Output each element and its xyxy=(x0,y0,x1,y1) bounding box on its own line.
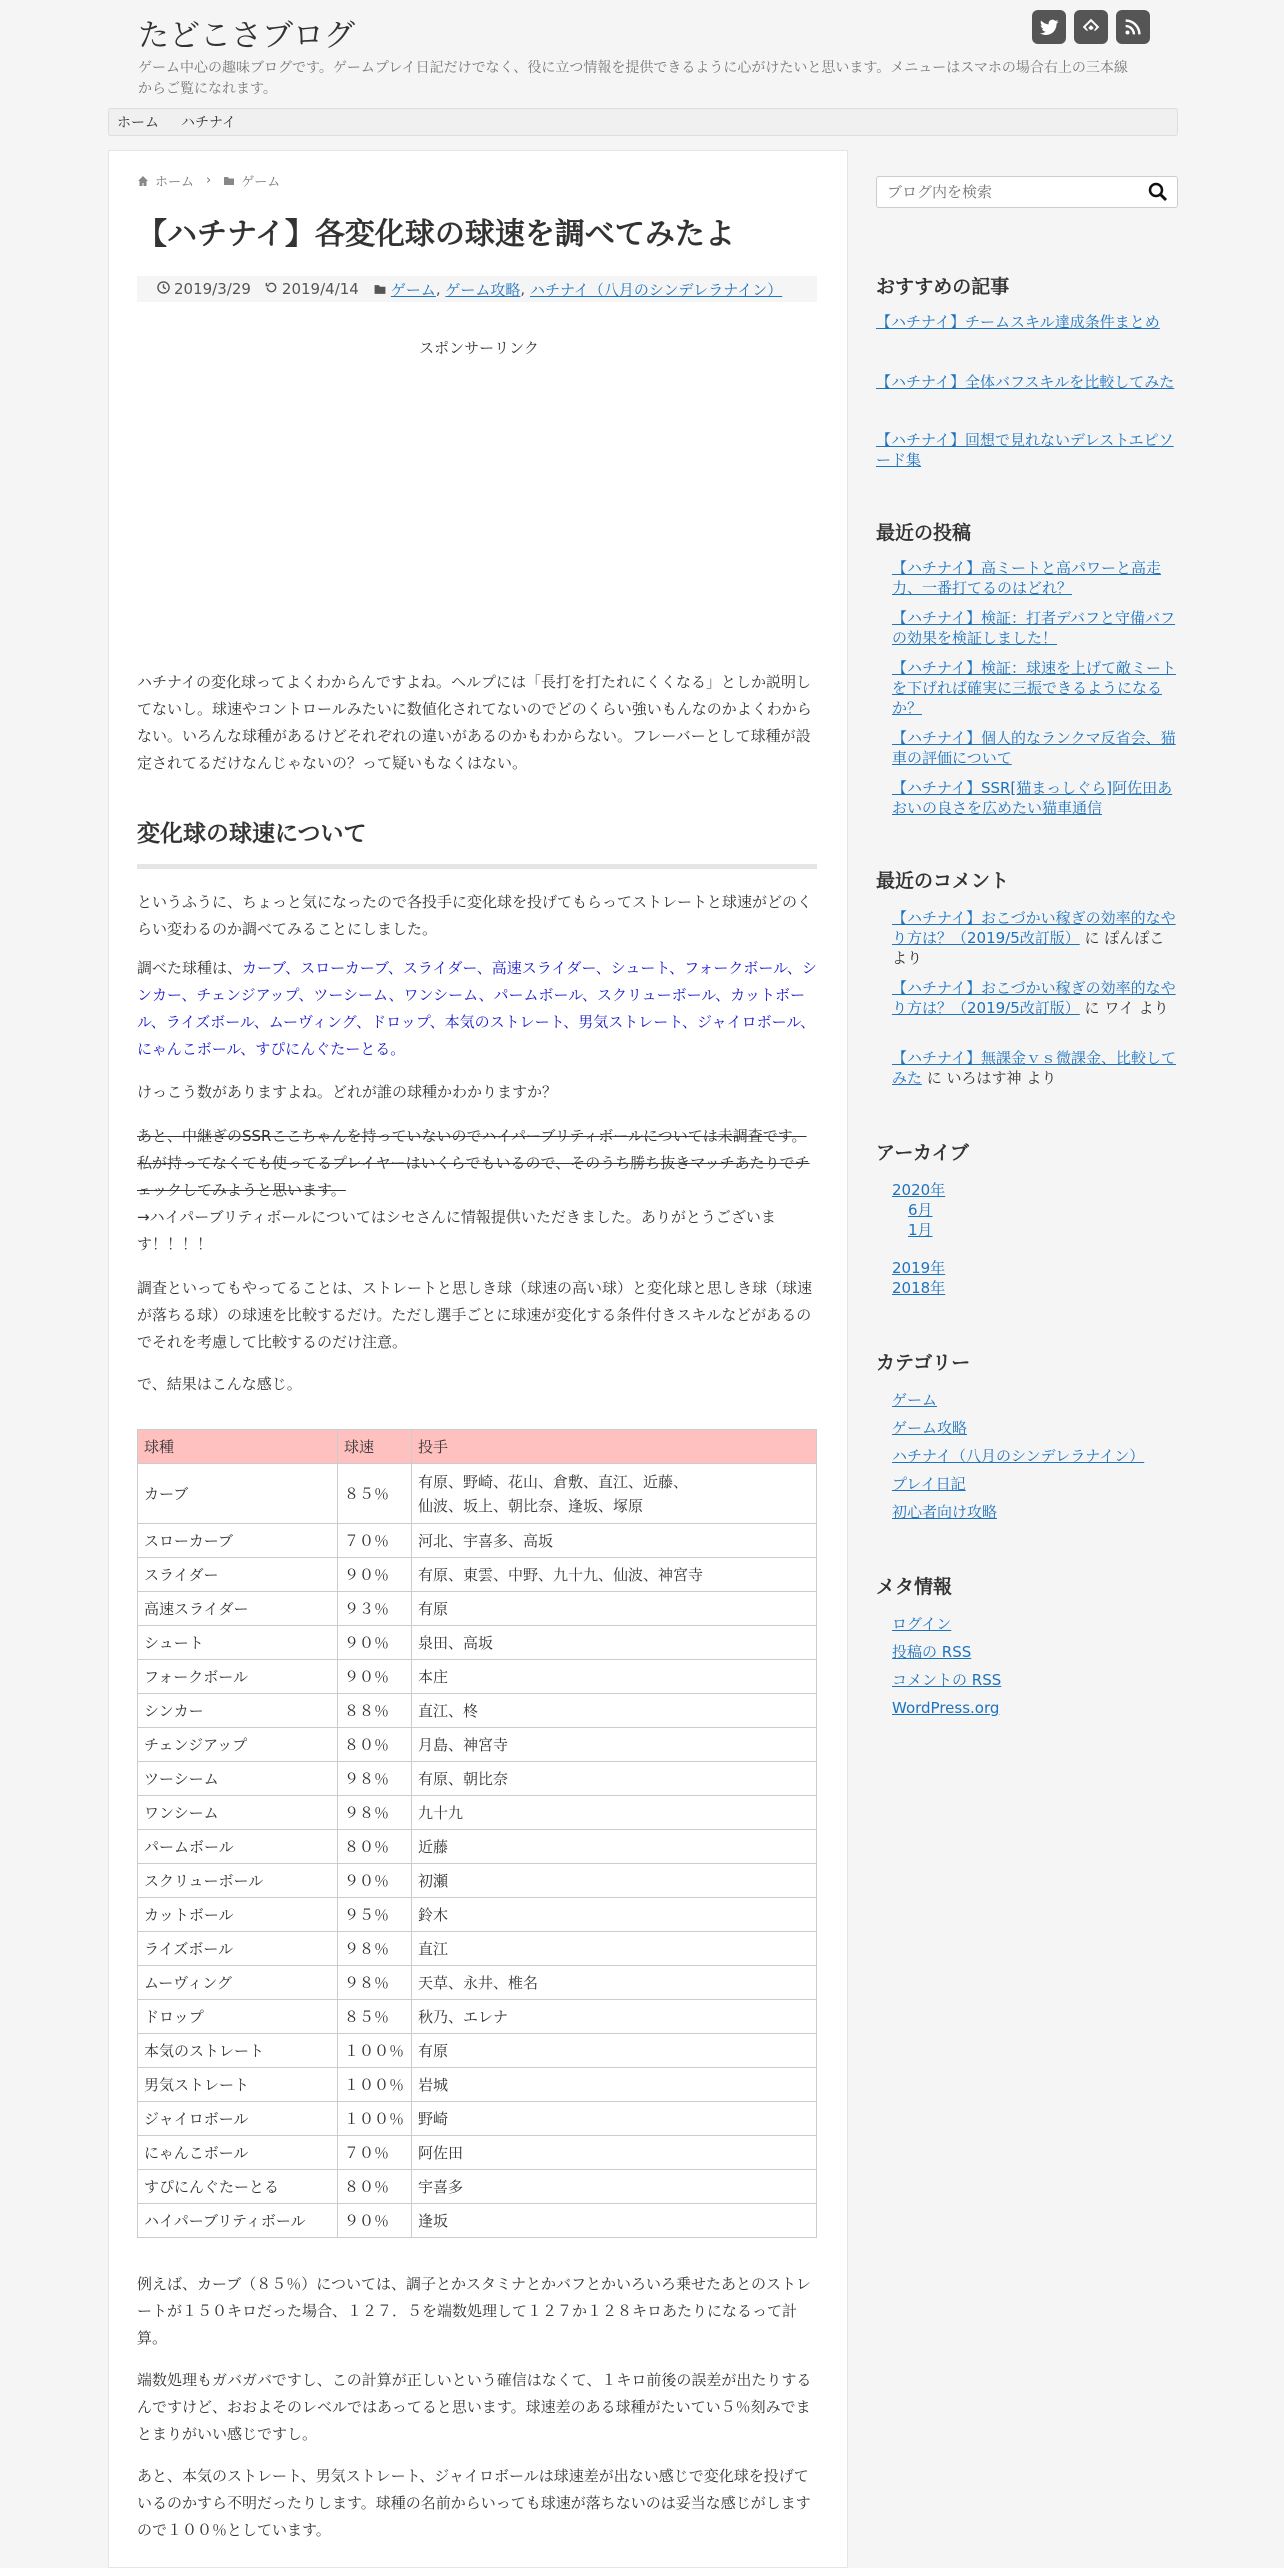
pitchers-cell: 泉田、高坂 xyxy=(412,1626,817,1660)
pitchers-cell: 鈴木 xyxy=(412,1898,817,1932)
pitchers-cell: 有原、東雲、中野、九十九、仙波、神宮寺 xyxy=(412,1558,817,1592)
speed-ratio-cell: １００％ xyxy=(338,2068,412,2102)
search-input[interactable] xyxy=(877,177,1137,207)
intro-paragraph: ハチナイの変化球ってよくわからんですよね。ヘルプには「長打を打たれにくくなる」としか説明してないし。球速やコントロールみたいに数値化されてないのでどのくらい強いもんなのかよくわからない。いろんな球種があるけどそれぞれの違いがあるのかもわからない。フレーバーとして球種が設定されてるだけなんじゃないの？って疑いもなくはない。 xyxy=(137,673,812,772)
paragraph-6: で、結果はこんな感じ。 xyxy=(137,1375,302,1393)
recent-post-link[interactable]: 【ハチナイ】SSR[猫まっしぐら]阿佐田あおいの良さを広めたい猫車通信 xyxy=(892,779,1173,817)
table-row xyxy=(138,2102,817,2136)
archive-year-link[interactable]: 2019年 xyxy=(892,1259,946,1277)
recommended-link[interactable]: 【ハチナイ】チームスキル達成条件まとめ xyxy=(876,313,1160,331)
recent-comment-link[interactable]: 【ハチナイ】おこづかい稼ぎの効率的なやり方は？（2019/5改訂版） xyxy=(892,979,1176,1017)
table-header-speed: 球速 xyxy=(338,1430,412,1464)
recommended-link[interactable]: 【ハチナイ】全体バフスキルを比較してみた xyxy=(876,373,1175,391)
twitter-icon[interactable] xyxy=(1032,10,1066,44)
pitchers-cell: 九十九 xyxy=(412,1796,817,1830)
home-icon xyxy=(137,175,149,187)
speed-ratio-cell: ９０％ xyxy=(338,2204,412,2238)
post-title: 【ハチナイ】各変化球の球速を調べてみたよ xyxy=(137,217,735,252)
speed-ratio-cell: ９８％ xyxy=(338,1932,412,1966)
table-row xyxy=(138,1864,817,1898)
pitch-type-cell: シンカー xyxy=(138,1694,338,1728)
speed-ratio-cell: ７０％ xyxy=(338,1524,412,1558)
table-row xyxy=(138,1464,817,1524)
pitch-type-cell: ジャイロボール xyxy=(138,2102,338,2136)
breadcrumb-category[interactable]: ゲーム xyxy=(241,175,281,190)
social-links xyxy=(1032,10,1150,44)
pitchers-cell: 阿佐田 xyxy=(412,2136,817,2170)
pitch-type-cell: シュート xyxy=(138,1626,338,1660)
recent-comment-item: 【ハチナイ】おこづかい稼ぎの効率的なやり方は？（2019/5改訂版） に ワイ より xyxy=(892,979,1176,1017)
paragraph-5: 調査といってもやってることは、ストレートと思しき球（球速の高い球）と変化球と思しき球（球速が落ちる球）の球速を比較するだけ。ただし選手ごとに球速が変化する条件付きスキルなどがあるのでそれを考慮して比較するのだけ注意。 xyxy=(137,1279,813,1351)
pitchers-cell: 本庄 xyxy=(412,1660,817,1694)
struck-note: あと、中継ぎのSSRここちゃんを持っていないのでハイパーブリティボールについては未調査です。私が持ってなくても使ってるプレイヤーはいくらでもいるので、そのうち勝ち抜きマッチあたりでチェックしてみようと思います。 xyxy=(137,1127,810,1199)
post-categories: ゲーム , ゲーム攻略 , ハチナイ（八月のシンデレラナイン） xyxy=(373,279,782,300)
sidebar-category-link[interactable]: ゲーム攻略 xyxy=(892,1419,968,1437)
recent-comment-link[interactable]: 【ハチナイ】おこづかい稼ぎの効率的なやり方は？（2019/5改訂版） xyxy=(892,909,1176,947)
pitch-types-list: カーブ、スローカーブ、スライダー、高速スライダー、シュート、フォークボール、シンカー、チェンジアップ、ツーシーム、ワンシーム、パームボール、スクリューボール、カットボール、ライズボール、ムーヴィング、ドロップ、本気のストレート、男気ストレート、ジャイロボール、にゃんこボール、すぴにんぐたーとる。 xyxy=(137,959,817,1058)
breadcrumb-home[interactable]: ホーム xyxy=(155,175,195,190)
pitchers-cell: 直江 xyxy=(412,1932,817,1966)
pitch-type-cell: フォークボール xyxy=(138,1660,338,1694)
feedly-icon[interactable] xyxy=(1074,10,1108,44)
pitch-type-cell: チェンジアップ xyxy=(138,1728,338,1762)
sidebar-category-link[interactable]: 初心者向け攻略 xyxy=(892,1503,998,1521)
pitch-type-cell: スライダー xyxy=(138,1558,338,1592)
pitch-type-cell: スローカーブ xyxy=(138,1524,338,1558)
speed-ratio-cell: ７０％ xyxy=(338,2136,412,2170)
speed-ratio-cell: １００％ xyxy=(338,2034,412,2068)
speed-ratio-cell: １００％ xyxy=(338,2102,412,2136)
pitchers-cell: 月島、神宮寺 xyxy=(412,1728,817,1762)
site-title[interactable]: たどこさブログ xyxy=(138,18,355,54)
clock-icon xyxy=(157,280,170,298)
pitch-type-cell: すぴにんぐたーとる xyxy=(138,2170,338,2204)
pitch-type-cell: ムーヴィング xyxy=(138,1966,338,2000)
paragraph-1: というふうに、ちょっと気になったので各投手に変化球を投げてもらってストレートと球速がどのくらい変わるのか調べてみることにしました。 xyxy=(137,893,813,938)
recent-comment-item: 【ハチナイ】おこづかい稼ぎの効率的なやり方は？（2019/5改訂版） に ぽんぽこ より xyxy=(892,909,1176,967)
updated-date: 2019/4/14 xyxy=(281,280,359,298)
meta-login-link[interactable]: ログイン xyxy=(892,1615,952,1633)
recent-posts-title: 最近の投稿 xyxy=(876,522,972,544)
pitch-speed-table xyxy=(137,1429,817,2238)
sidebar-category-link[interactable]: ゲーム xyxy=(892,1391,938,1409)
recent-comments-title: 最近のコメント xyxy=(876,870,1010,892)
nav-item-home[interactable]: ホーム xyxy=(117,115,159,131)
table-row xyxy=(138,2204,817,2238)
pitch-type-cell: ライズボール xyxy=(138,1932,338,1966)
paragraph-4 xyxy=(137,1123,817,1258)
pitchers-cell: 秋乃、エレナ xyxy=(412,2000,817,2034)
pitch-type-cell: 本気のストレート xyxy=(138,2034,338,2068)
site-header xyxy=(0,0,1284,108)
recent-post-link[interactable]: 【ハチナイ】個人的なランクマ反省会、猫車の評価について xyxy=(892,729,1176,767)
pitchers-cell: 逢坂 xyxy=(412,2204,817,2238)
pitchers-cell: 近藤 xyxy=(412,1830,817,1864)
recent-comment-item: 【ハチナイ】無課金ｖｓ微課金、比較してみた に いろはす神 より xyxy=(892,1049,1176,1087)
recent-post-link[interactable]: 【ハチナイ】検証：打者デバフと守備バフの効果を検証しました！ xyxy=(892,609,1176,647)
category-link-game-guide[interactable]: ゲーム攻略 xyxy=(445,280,521,299)
table-body xyxy=(138,1464,817,2238)
pitch-type-cell: 男気ストレート xyxy=(138,2068,338,2102)
pitchers-cell: 直江、柊 xyxy=(412,1694,817,1728)
speed-ratio-cell: ８５％ xyxy=(338,2000,412,2034)
table-header-pitchers: 投手 xyxy=(412,1430,817,1464)
table-row xyxy=(138,1932,817,1966)
table-row xyxy=(138,1830,817,1864)
table-row xyxy=(138,1966,817,2000)
pitchers-cell: 有原、野崎、花山、倉敷、直江、近藤、 仙波、坂上、朝比奈、逢坂、塚原 xyxy=(412,1464,817,1524)
category-link-hachinai[interactable]: ハチナイ（八月のシンデレラナイン） xyxy=(529,280,783,299)
sidebar-category-link[interactable]: プレイ日記 xyxy=(892,1475,966,1493)
pitch-type-cell: パームボール xyxy=(138,1830,338,1864)
speed-ratio-cell: ９０％ xyxy=(338,1626,412,1660)
table-row xyxy=(138,2034,817,2068)
sidebar-category-link[interactable]: ハチナイ（八月のシンデレラナイン） xyxy=(892,1447,1145,1465)
folder-icon xyxy=(373,283,387,296)
pitchers-cell: 河北、宇喜多、高坂 xyxy=(412,1524,817,1558)
paragraph-9: あと、本気のストレート、男気ストレート、ジャイロボールは球速差が出ない感じで変化球を投げているのかすら不明だったりします。球種の名前からいっても球速が落ちないのは妥当な感じがしますので１００％としています。 xyxy=(137,2467,811,2539)
speed-ratio-cell: ８０％ xyxy=(338,1728,412,1762)
pitch-type-cell: ハイパーブリティボール xyxy=(138,2204,338,2238)
table-row xyxy=(138,2000,817,2034)
paragraph-7: 例えば、カーブ（８５％）については、調子とかスタミナとかバフとかいろいろ乗せたあとのストレートが１５０キロだった場合、１２７．５を端数処理して１２７か１２８キロあたりになるって計算。 xyxy=(137,2275,811,2347)
search-icon[interactable] xyxy=(1147,181,1169,203)
table-row xyxy=(138,1626,817,1660)
speed-ratio-cell: ９０％ xyxy=(338,1864,412,1898)
meta-title: メタ情報 xyxy=(876,1576,953,1598)
pitchers-cell: 有原 xyxy=(412,2034,817,2068)
speed-ratio-cell: ８０％ xyxy=(338,1830,412,1864)
pitch-type-cell: スクリューボール xyxy=(138,1864,338,1898)
archive-month-link[interactable]: 6月 xyxy=(908,1201,933,1219)
recommended-link[interactable]: 【ハチナイ】回想で見れないデレストエピソード集 xyxy=(876,431,1174,469)
table-row xyxy=(138,1592,817,1626)
recommended-title: おすすめの記事 xyxy=(876,276,1010,298)
speed-ratio-cell: ８８％ xyxy=(338,1694,412,1728)
table-row xyxy=(138,1524,817,1558)
recent-post-link[interactable]: 【ハチナイ】検証：球速を上げて敵ミートを下げれば確実に三振できるようになるか？ xyxy=(892,659,1176,717)
speed-ratio-cell: ９３％ xyxy=(338,1592,412,1626)
sponsor-label: スポンサーリンク xyxy=(419,339,539,357)
archive-month-link[interactable]: 1月 xyxy=(908,1221,933,1239)
speed-ratio-cell: ９０％ xyxy=(338,1558,412,1592)
recent-post-link[interactable]: 【ハチナイ】高ミートと高パワーと高走力、一番打てるのはどれ？ xyxy=(892,559,1161,597)
pitch-type-cell: 高速スライダー xyxy=(138,1592,338,1626)
folder-icon xyxy=(223,175,235,187)
paragraph-3: けっこう数がありますよね。どれが誰の球種かわかりますか？ xyxy=(137,1083,558,1101)
categories-title: カテゴリー xyxy=(876,1352,971,1374)
speed-ratio-cell: ９８％ xyxy=(338,1762,412,1796)
post-meta xyxy=(137,276,817,302)
speed-ratio-cell: ８０％ xyxy=(338,2170,412,2204)
archive-year-link[interactable]: 2018年 xyxy=(892,1279,946,1297)
archives-title: アーカイブ xyxy=(876,1142,969,1164)
site-description: ゲーム中心の趣味ブログです。ゲームプレイ日記だけでなく、役に立つ情報を提供できるように心がけたいと思います。メニューはスマホの場合右上の三本線からご覧になれます。 xyxy=(138,60,1128,97)
pitchers-cell: 初瀬 xyxy=(412,1864,817,1898)
category-link-game[interactable]: ゲーム xyxy=(390,280,436,299)
table-row xyxy=(138,1796,817,1830)
update-note: →ハイパーブリティボールについてはシセさんに情報提供いただきました。ありがとうございます！！！！ xyxy=(137,1208,776,1253)
table-row xyxy=(138,1660,817,1694)
search-box xyxy=(876,176,1178,208)
pitchers-cell: 岩城 xyxy=(412,2068,817,2102)
pitch-type-cell: カーブ xyxy=(138,1464,338,1524)
table-row xyxy=(138,2170,817,2204)
table-row xyxy=(138,1762,817,1796)
table-row xyxy=(138,1898,817,1932)
speed-ratio-cell: ９８％ xyxy=(338,1966,412,2000)
breadcrumb xyxy=(137,171,280,190)
main-nav xyxy=(108,108,1178,136)
pitchers-cell: 天草、永井、椎名 xyxy=(412,1966,817,2000)
paragraph-8: 端数処理もガバガバですし、この計算が正しいという確信はなくて、１キロ前後の誤差が出たりするんですけど、おおよそのレベルではあってると思います。球速差のある球種がたいてい５％刻みでまとまりがいい感じですし。 xyxy=(137,2371,812,2443)
table-row xyxy=(138,1694,817,1728)
pitchers-cell: 有原 xyxy=(412,1592,817,1626)
pitch-type-cell: ツーシーム xyxy=(138,1762,338,1796)
speed-ratio-cell: ９０％ xyxy=(338,1660,412,1694)
published-date: 2019/3/29 xyxy=(174,280,251,298)
main-content xyxy=(108,150,848,2568)
table-row xyxy=(138,2136,817,2170)
pitch-type-cell: カットボール xyxy=(138,1898,338,1932)
nav-item-hachinai[interactable]: ハチナイ xyxy=(181,115,237,131)
recent-comment-link[interactable]: 【ハチナイ】無課金ｖｓ微課金、比較してみた xyxy=(892,1049,1176,1087)
pitchers-cell: 有原、朝比奈 xyxy=(412,1762,817,1796)
paragraph-2: 調べた球種は、カーブ、スローカーブ、スライダー、高速スライダー、シュート、フォークボール、シンカー、チェンジアップ、ツーシーム、ワンシーム、パームボール、スクリューボール、カットボール、ライズボール、ムーヴィング、ドロップ、本気のストレート、男気ストレート、ジャイロボール、にゃんこボール、すぴにんぐたーとる。 xyxy=(137,959,817,1058)
pitch-type-cell: にゃんこボール xyxy=(138,2136,338,2170)
pitchers-cell: 宇喜多 xyxy=(412,2170,817,2204)
meta-comments-rss-link[interactable]: コメントの RSS xyxy=(892,1671,1002,1689)
history-icon xyxy=(265,280,278,298)
archive-year-link[interactable]: 2020年 xyxy=(892,1181,946,1199)
table-row xyxy=(138,1728,817,1762)
speed-ratio-cell: ９５％ xyxy=(338,1898,412,1932)
rss-icon[interactable] xyxy=(1116,10,1150,44)
chevron-right-icon: › xyxy=(206,173,212,188)
meta-wordpress-link[interactable]: WordPress.org xyxy=(892,1699,1000,1717)
meta-posts-rss-link[interactable]: 投稿の RSS xyxy=(892,1643,972,1661)
pitchers-cell: 野崎 xyxy=(412,2102,817,2136)
table-header-pitch: 球種 xyxy=(138,1430,338,1464)
speed-ratio-cell: ９８％ xyxy=(338,1796,412,1830)
table-row xyxy=(138,2068,817,2102)
pitch-type-cell: ドロップ xyxy=(138,2000,338,2034)
pitch-type-cell: ワンシーム xyxy=(138,1796,338,1830)
section-heading: 変化球の球速について xyxy=(137,815,817,869)
table-row xyxy=(138,1558,817,1592)
speed-ratio-cell: ８５％ xyxy=(338,1464,412,1524)
